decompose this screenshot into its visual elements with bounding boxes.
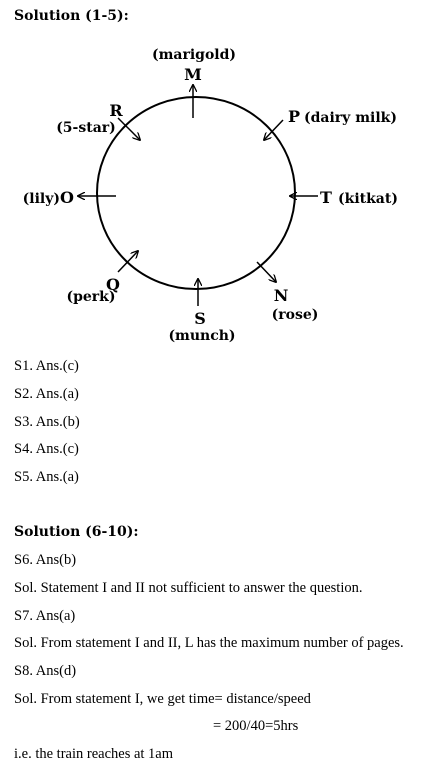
- label-t-item: (kitkat): [338, 191, 398, 207]
- seating-circle-diagram: [0, 0, 441, 350]
- solution-6-10-heading: Solution (6-10):: [14, 524, 139, 540]
- solution-s8-calculation: = 200/40=5hrs: [213, 718, 299, 734]
- answer-s8: S8. Ans(d): [14, 663, 77, 679]
- solution-1-5-heading: Solution (1-5):: [14, 8, 129, 24]
- solution-s7-text: Sol. From statement I and II, L has the maximum number of pages.: [14, 635, 404, 651]
- label-p-letter: P: [288, 107, 301, 126]
- arrow-n-outward: [257, 262, 276, 282]
- solution-s6-text: Sol. Statement I and II not sufficient to answer the question.: [14, 580, 363, 596]
- answer-s5: S5. Ans.(a): [14, 469, 79, 485]
- label-m-letter: M: [184, 65, 202, 84]
- answer-s4: S4. Ans.(c): [14, 441, 79, 457]
- solution-s8-conclusion: i.e. the train reaches at 1am: [14, 746, 174, 762]
- answer-s6: S6. Ans(b): [14, 552, 77, 568]
- label-n-letter: N: [273, 286, 289, 305]
- label-s-item: (munch): [168, 328, 236, 344]
- label-q-item: (perk): [66, 289, 116, 305]
- answer-s7: S7. Ans(a): [14, 608, 76, 624]
- answer-s2: S2. Ans.(a): [14, 386, 79, 402]
- label-r-letter: R: [109, 101, 123, 120]
- label-t-letter: T: [320, 188, 332, 207]
- label-o-item: (lily): [22, 191, 60, 207]
- label-r-item: (5-star): [56, 120, 116, 136]
- label-m-item: (marigold): [151, 47, 237, 63]
- arrow-p-inward: [264, 120, 283, 140]
- answer-s1: S1. Ans.(c): [14, 358, 79, 374]
- solution-s8-text: Sol. From statement I, we get time= distance/speed: [14, 691, 311, 707]
- label-o-letter: O: [60, 188, 74, 207]
- answer-s3: S3. Ans.(b): [14, 414, 80, 430]
- label-n-item: (rose): [271, 307, 319, 323]
- label-q-letter: Q: [106, 275, 120, 294]
- label-p-item: (dairy milk): [304, 110, 397, 126]
- label-s-letter: S: [194, 309, 206, 328]
